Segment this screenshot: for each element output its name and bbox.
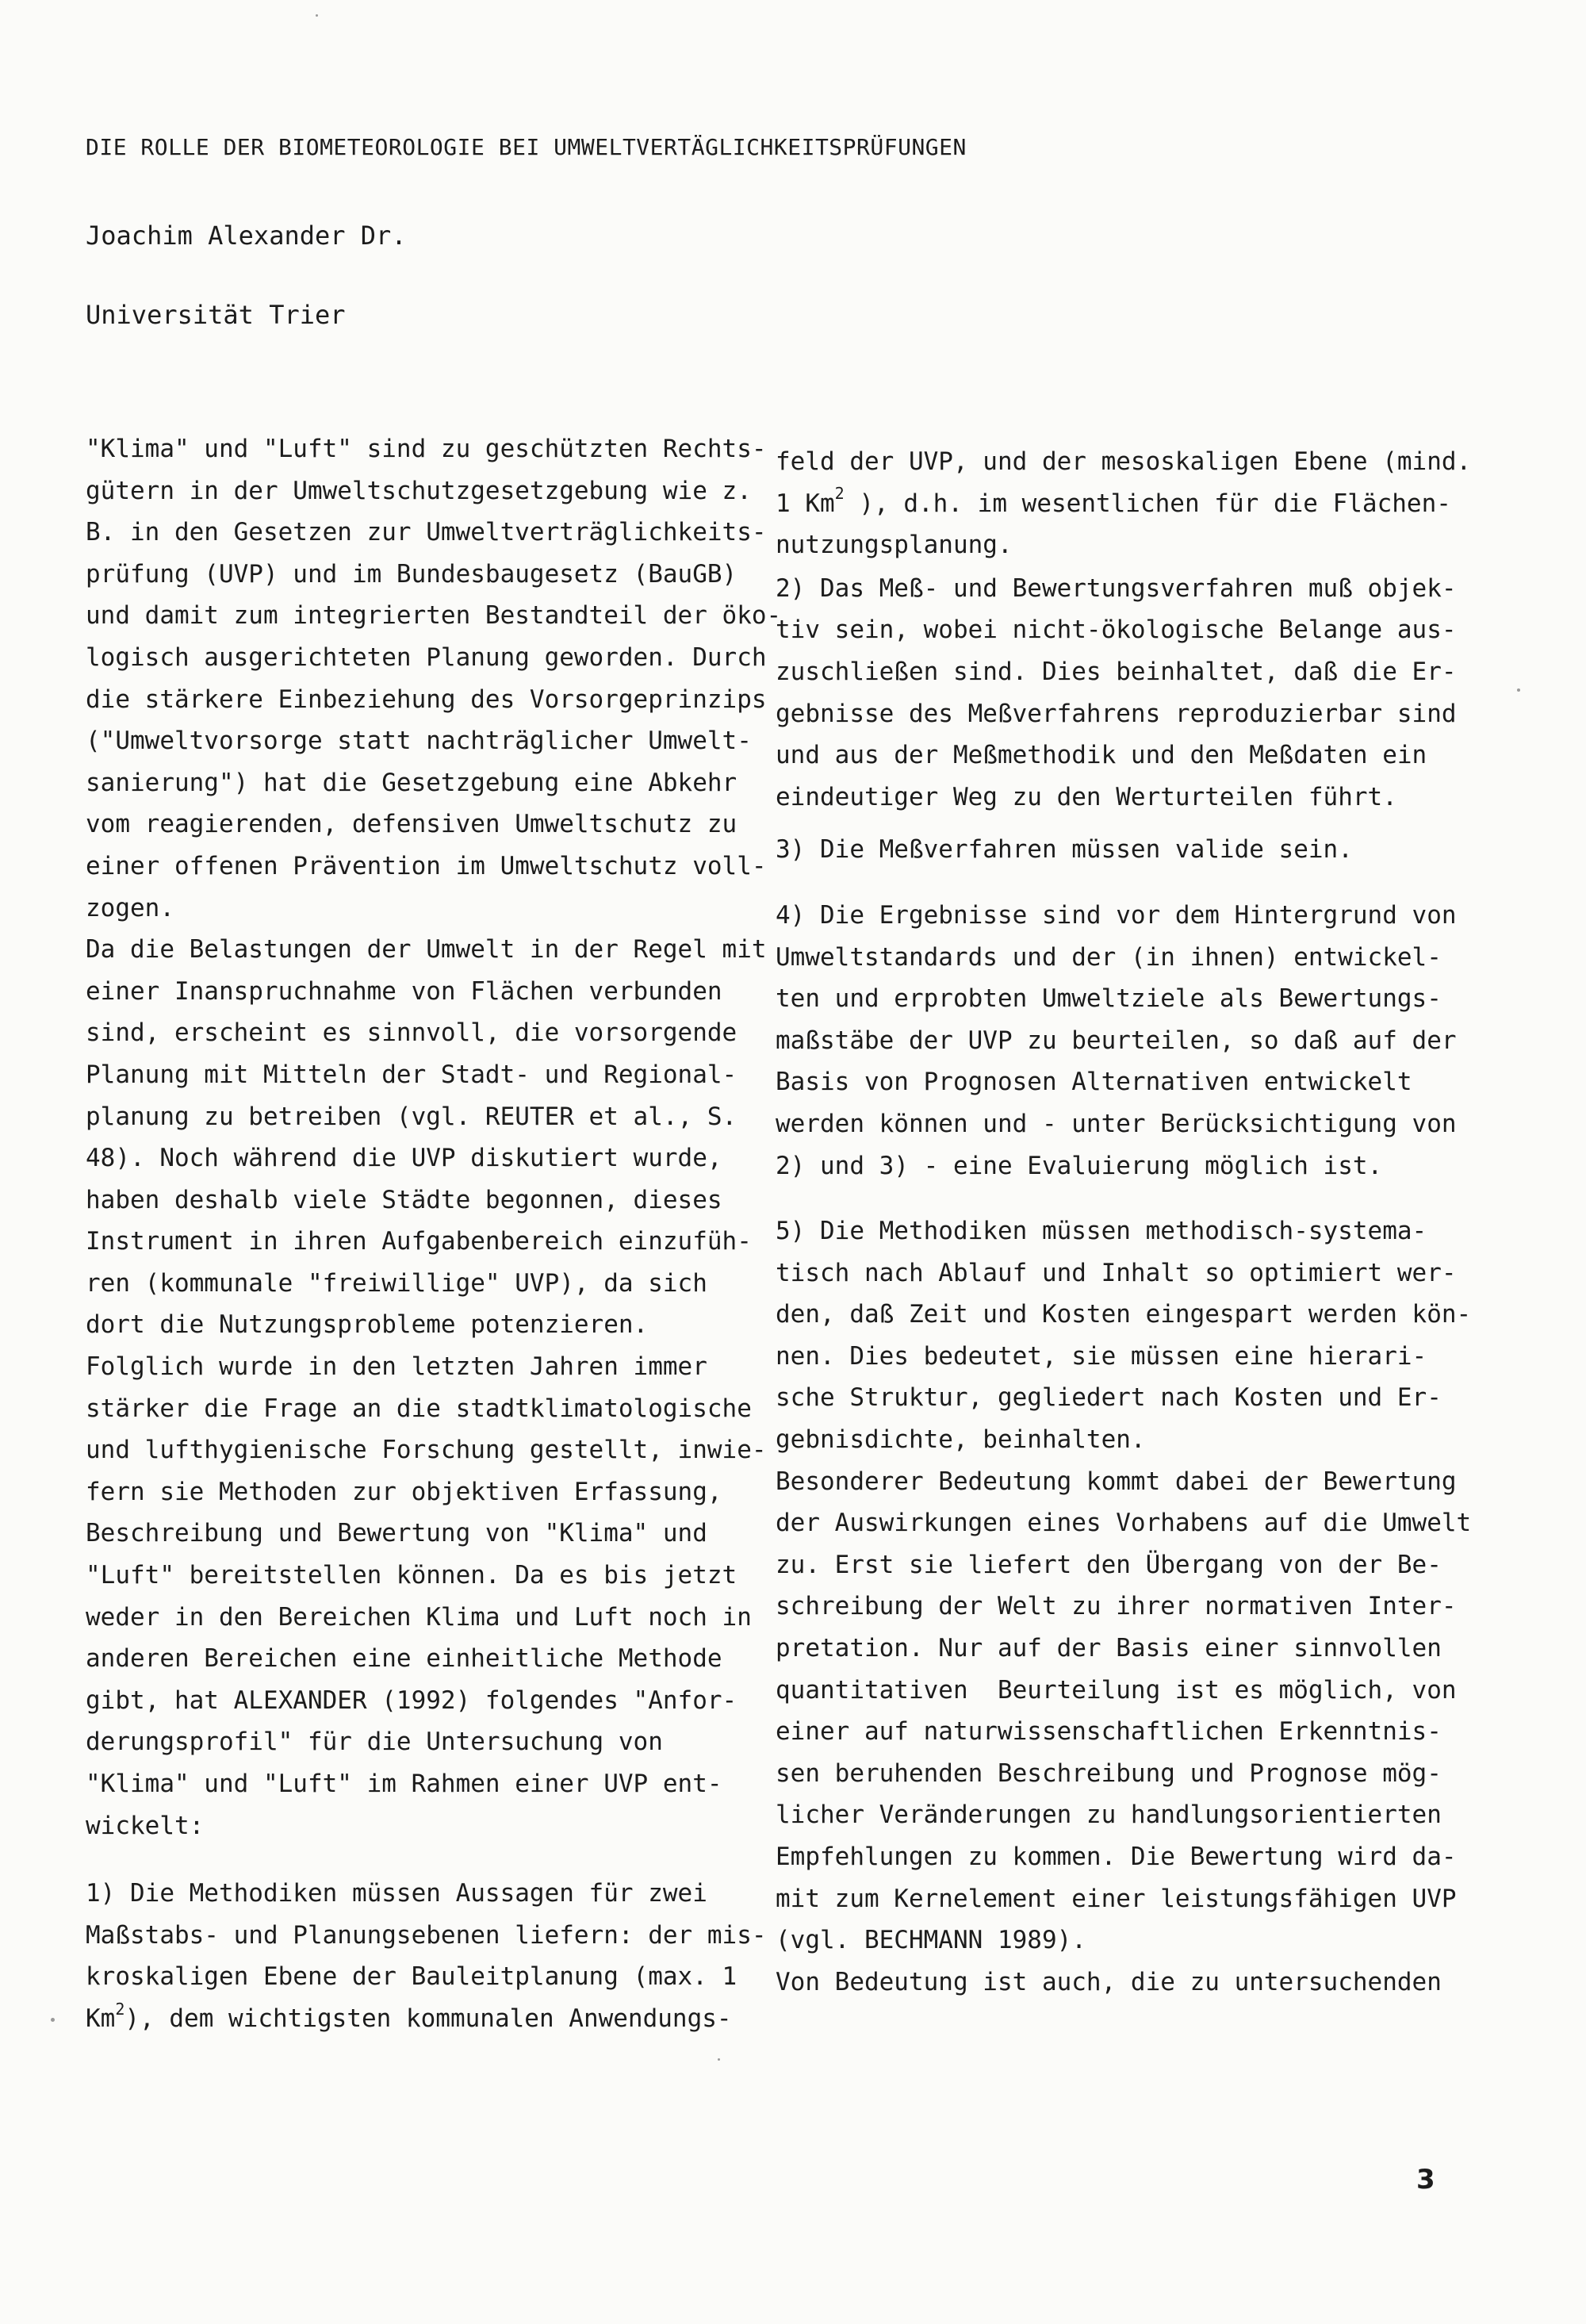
- right-column: [776, 441, 1472, 2003]
- text-line: Maßstabs- und Planungsebenen liefern: der mis-: [86, 1920, 767, 1950]
- text-line: mit zum Kernelement einer leistungsfähigen UVP: [776, 1884, 1457, 1913]
- text-line: haben deshalb viele Städte begonnen, dieses: [86, 1185, 722, 1214]
- text-line: 2) und 3) - eine Evaluierung möglich ist.: [776, 1151, 1383, 1180]
- requirement-item-1: [86, 1873, 767, 1998]
- text-line: gibt, hat ALEXANDER (1992) folgendes "Anfor-: [86, 1685, 737, 1715]
- text-line: sche Struktur, gegliedert nach Kosten und Er-: [776, 1383, 1442, 1413]
- scan-speck: [51, 2018, 55, 2022]
- text-line: kroskaligen Ebene der Bauleitplanung (max. 1: [86, 1962, 737, 1992]
- requirement-item-2: [776, 568, 1457, 819]
- left-column: [86, 428, 782, 2040]
- page-number: 3: [1416, 2164, 1435, 2196]
- text-line: Instrument in ihren Aufgabenbereich einzufüh-: [86, 1227, 752, 1256]
- text-line: pretation. Nur auf der Basis einer sinnvollen: [776, 1634, 1442, 1663]
- text-line: dort die Nutzungsprobleme potenzieren.: [86, 1310, 649, 1340]
- text-line: nutzungsplanung.: [776, 531, 1013, 560]
- text-line: Da die Belastungen der Umwelt in der Regel mit: [86, 935, 767, 964]
- scan-speck: [718, 2058, 720, 2061]
- text-line: Planung mit Mitteln der Stadt- und Regional-: [86, 1060, 737, 1089]
- text-line: 4) Die Ergebnisse sind vor dem Hintergrund von: [776, 900, 1457, 930]
- text-line: Umweltstandards und der (in ihnen) entwickel-: [776, 942, 1442, 972]
- text-line: prüfung (UVP) und im Bundesbaugesetz (BauGB): [86, 559, 737, 589]
- requirement-item-4: [776, 895, 1457, 1187]
- text-line: einer Inanspruchnahme von Flächen verbunden: [86, 976, 722, 1006]
- text-line: sanierung") hat die Gesetzgebung eine Abkehr: [86, 768, 737, 797]
- text-line: nen. Dies bedeutet, sie müssen eine hierari-: [776, 1341, 1427, 1371]
- text-line: Besonderer Bedeutung kommt dabei der Bewertung: [776, 1467, 1457, 1496]
- text-line: der Auswirkungen eines Vorhabens auf die Umwelt: [776, 1509, 1472, 1538]
- text-line: ten und erprobten Umweltziele als Bewertungs-: [776, 984, 1442, 1014]
- text-line: (vgl. BECHMANN 1989).: [776, 1926, 1086, 1955]
- requirement-item-5: [776, 1210, 1472, 2003]
- paragraph-continuation: [776, 524, 1450, 566]
- text-line: Km$^2$), dem wichtigsten kommunalen Anwendungs-: [86, 1999, 732, 2033]
- paragraph-gap: [86, 1847, 744, 1873]
- text-line: "Klima" und "Luft" im Rahmen einer UVP ent-: [86, 1770, 722, 1798]
- scan-speck: [316, 14, 318, 17]
- text-line: Von Bedeutung ist auch, die zu untersuchenden: [776, 1967, 1442, 1996]
- text-line: die stärkere Einbeziehung des Vorsorgeprinzips: [86, 685, 767, 714]
- paragraph-gap: [776, 871, 1450, 895]
- requirement-item-3: [776, 829, 1450, 871]
- text-line: einer auf naturwissenschaftlichen Erkenntnis-: [776, 1717, 1442, 1747]
- scan-speck: [1517, 688, 1520, 692]
- text-line: Basis von Prognosen Alternativen entwickelt: [776, 1068, 1412, 1097]
- text-line: zogen.: [86, 893, 174, 922]
- text-line: weder in den Bereichen Klima und Luft noch in: [86, 1602, 752, 1632]
- text-line: feld der UVP, und der mesoskaligen Ebene (mind.: [776, 447, 1472, 476]
- text-line: Folglich wurde in den letzten Jahren immer: [86, 1352, 707, 1382]
- text-line: fern sie Methoden zur objektiven Erfassung,: [86, 1477, 722, 1506]
- text-line: 1) Die Methodiken müssen Aussagen für zwei: [86, 1879, 707, 1908]
- text-line: wickelt:: [86, 1811, 205, 1840]
- text-line: Beschreibung und Bewertung von "Klima" und: [86, 1519, 707, 1548]
- text-line: "Klima" und "Luft" sind zu geschützten Rechts-: [86, 435, 767, 463]
- paragraph-gap: [776, 1187, 1450, 1210]
- text-line: werden können und - unter Berücksichtigung von: [776, 1109, 1457, 1138]
- paragraph-gap: [776, 818, 1450, 829]
- text-line: derungsprofil" für die Untersuchung von: [86, 1728, 663, 1757]
- text-line: stärker die Frage an die stadtklimatologische: [86, 1394, 752, 1423]
- text-line: Empfehlungen zu kommen. Die Bewertung wird da-: [776, 1843, 1457, 1871]
- text-line: anderen Bereichen eine einheitliche Methode: [86, 1644, 722, 1674]
- text-line: 48). Noch während die UVP diskutiert wurde,: [86, 1144, 722, 1173]
- text-line: vom reagierenden, defensiven Umweltschutz zu: [86, 810, 737, 839]
- text-line: tiv sein, wobei nicht-ökologische Belange aus-: [776, 616, 1457, 645]
- paper-title: DIE ROLLE DER BIOMETEOROLOGIE BEI UMWELTVERTÄGLICHKEITSPRÜFUNGEN: [86, 134, 967, 160]
- text-line: und lufthygienische Forschung gestellt, inwie-: [86, 1436, 767, 1465]
- text-line: 3) Die Meßverfahren müssen valide sein.: [776, 835, 1353, 865]
- text-line: einer offenen Prävention im Umweltschutz voll-: [86, 851, 767, 880]
- text-line: 5) Die Methodiken müssen methodisch-systema-: [776, 1217, 1427, 1246]
- text-line: und aus der Meßmethodik und den Meßdaten ein: [776, 741, 1427, 770]
- text-line: tisch nach Ablauf und Inhalt so optimiert wer-: [776, 1258, 1457, 1287]
- text-line: gütern in der Umweltschutzgesetzgebung wie z.: [86, 476, 752, 505]
- text-line: sind, erscheint es sinnvoll, die vorsorgende: [86, 1018, 737, 1048]
- text-line: eindeutiger Weg zu den Werturteilen führt.: [776, 782, 1397, 811]
- text-line: und damit zum integrierten Bestandteil der öko-: [86, 601, 782, 631]
- text-line: gebnisdichte, beinhalten.: [776, 1425, 1146, 1455]
- text-line: maßstäbe der UVP zu beurteilen, so daß auf der: [776, 1026, 1457, 1055]
- paragraph-intro: [86, 428, 782, 1847]
- text-line: B. in den Gesetzen zur Umweltverträglichkeits-: [86, 518, 767, 547]
- text-line: licher Veränderungen zu handlungsorientierten: [776, 1801, 1442, 1830]
- text-line: logisch ausgerichteten Planung geworden. Durch: [86, 642, 767, 672]
- author-affiliation: Universität Trier: [86, 300, 346, 330]
- text-line: den, daß Zeit und Kosten eingespart werden kön-: [776, 1300, 1472, 1329]
- text-line: planung zu betreiben (vgl. REUTER et al., S.: [86, 1102, 737, 1131]
- author-name: Joachim Alexander Dr.: [86, 221, 407, 251]
- text-line: sen beruhenden Beschreibung und Prognose mög-: [776, 1758, 1442, 1788]
- text-line: gebnisse des Meßverfahrens reproduzierbar sind: [776, 699, 1457, 728]
- text-line: 1 Km$^2$ ), d.h. im wesentlichen für die Flächen-: [776, 484, 1451, 518]
- text-line: quantitativen Beurteilung ist es möglich, von: [776, 1675, 1457, 1705]
- text-line: zuschließen sind. Dies beinhaltet, daß die Er-: [776, 657, 1457, 686]
- text-line: schreibung der Welt zu ihrer normativen Inter-: [776, 1592, 1457, 1621]
- text-line: "Luft" bereitstellen können. Da es bis jetzt: [86, 1561, 737, 1590]
- text-line: ("Umweltvorsorge statt nachträglicher Umwelt-: [86, 727, 752, 756]
- text-line: zu. Erst sie liefert den Übergang von der Be-: [776, 1550, 1442, 1579]
- text-line: 2) Das Meß- und Bewertungsverfahren muß objek-: [776, 573, 1457, 603]
- text-line: ren (kommunale "freiwillige" UVP), da sich: [86, 1268, 707, 1298]
